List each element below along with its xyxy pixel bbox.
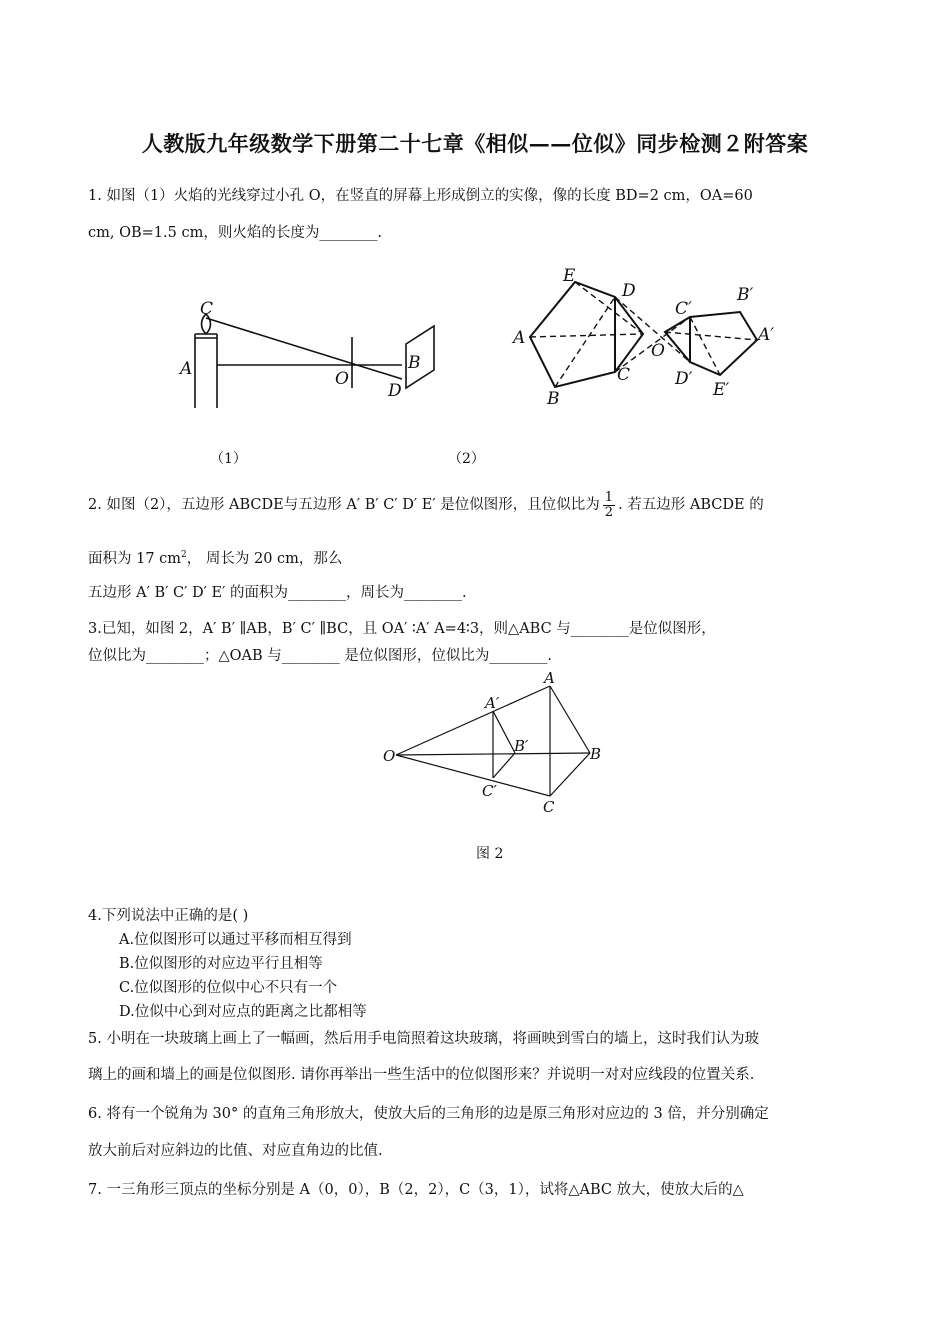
figure-1 bbox=[170, 292, 450, 412]
q2-line2-b: ， 周长为 20 cm，那么 bbox=[186, 550, 343, 567]
q7-line1: 7. 一三角形三顶点的坐标分别是 A（0，0），B（2，2），C（3，1），试将△ABC 放大，使放大后的△ bbox=[88, 1182, 744, 1198]
q4-option-c: C.位似图形的位似中心不只有一个 bbox=[119, 980, 338, 996]
fig2-label-b: B bbox=[547, 389, 560, 409]
q2-frac-num: 1 bbox=[604, 489, 614, 505]
q5-line2: 璃上的画和墙上的画是位似图形. 请你再举出一些生活中的位似图形来？并说明一对对应线段的位置关系. bbox=[88, 1067, 755, 1083]
figure-2 bbox=[505, 262, 795, 412]
fig2-label-dprime: D′ bbox=[675, 369, 693, 389]
fig2-label-d: D bbox=[622, 281, 636, 301]
fig3-label-cprime: C′ bbox=[482, 782, 497, 800]
q2-line3: 五边形 A′ B′ C′ D′ E′ 的面积为________，周长为________. bbox=[88, 585, 467, 601]
fig2-label-c: C bbox=[617, 365, 631, 385]
q2-ratio-fraction bbox=[603, 491, 615, 520]
fig2-label-aprime: A′ bbox=[758, 325, 775, 345]
fig2-label-e: E bbox=[563, 266, 576, 286]
q6-line2: 放大前后对应斜边的比值、对应直角边的比值. bbox=[88, 1143, 383, 1159]
q6-line1: 6. 将有一个锐角为 30° 的直角三角形放大，使放大后的三角形的边是原三角形对应边的 3 倍，并分别确定 bbox=[88, 1106, 769, 1122]
fig1-label-o: O bbox=[335, 369, 349, 389]
fig1-caption: （1） bbox=[210, 451, 247, 467]
q2-line1 bbox=[88, 489, 764, 521]
fig2-label-bprime: B′ bbox=[737, 285, 754, 305]
q4-option-a: A.位似图形可以通过平移而相互得到 bbox=[119, 932, 352, 948]
fig3-caption: 图 2 bbox=[476, 846, 504, 862]
fig2-caption: （2） bbox=[448, 451, 485, 467]
fig1-label-c: C bbox=[200, 299, 214, 319]
q2-line1-b: . 若五边形 ABCDE 的 bbox=[618, 497, 764, 513]
q4-stem: 4.下列说法中正确的是( ) bbox=[88, 908, 249, 924]
fig1-label-d: D bbox=[388, 381, 402, 401]
fig2-label-a: A bbox=[513, 328, 526, 348]
fig3-label-b: B bbox=[590, 745, 602, 763]
q2-line2 bbox=[88, 545, 342, 569]
q2-line1-a: 2. 如图（2），五边形 ABCDE与五边形 A′ B′ C′ D′ E′ 是位似图形，且位似比为 bbox=[88, 497, 600, 513]
fig2-label-cprime: C′ bbox=[675, 299, 692, 319]
fig3-label-o: O bbox=[383, 747, 396, 765]
fig2-label-eprime: E′ bbox=[713, 380, 730, 400]
q3-line2: 位似比为________；△OAB 与________ 是位似图形，位似比为________. bbox=[88, 648, 552, 664]
q3-line1: 3.已知，如图 2，A′ B′ ∥AB，B′ C′ ∥BC，且 OA′ ∶A′ A=4∶3，则△ABC 与________是位似图形， bbox=[88, 621, 716, 637]
fig3-label-aprime: A′ bbox=[485, 694, 500, 712]
q1-line2: cm, OB=1.5 cm，则火焰的长度为________. bbox=[88, 225, 382, 241]
fig2-label-o: O bbox=[651, 341, 665, 361]
page-title: 人教版九年级数学下册第二十七章《相似——位似》同步检测２附答案 bbox=[141, 131, 809, 156]
fig3-label-bprime: B′ bbox=[514, 737, 529, 755]
q2-line2-a: 面积为 17 cm bbox=[88, 550, 182, 567]
fig3-label-c: C bbox=[543, 798, 555, 816]
q5-line1: 5. 小明在一块玻璃上画上了一幅画，然后用手电筒照着这块玻璃，将画映到雪白的墙上，这时我们认为玻 bbox=[88, 1031, 759, 1047]
q1-line1: 1. 如图（1）火焰的光线穿过小孔 O，在竖直的屏幕上形成倒立的实像，像的长度 BD=2 cm，OA=60 bbox=[88, 188, 753, 204]
q2-line2-sup: 2 bbox=[181, 550, 187, 560]
fig3-label-a: A bbox=[544, 669, 555, 687]
q4-option-d: D.位似中心到对应点的距离之比都相等 bbox=[119, 1004, 367, 1020]
q2-frac-den: 2 bbox=[604, 504, 614, 520]
figure-3 bbox=[380, 668, 610, 818]
q4-option-b: B.位似图形的对应边平行且相等 bbox=[119, 956, 323, 972]
fig1-label-a: A bbox=[180, 359, 193, 379]
fig1-label-b: B bbox=[408, 353, 421, 373]
